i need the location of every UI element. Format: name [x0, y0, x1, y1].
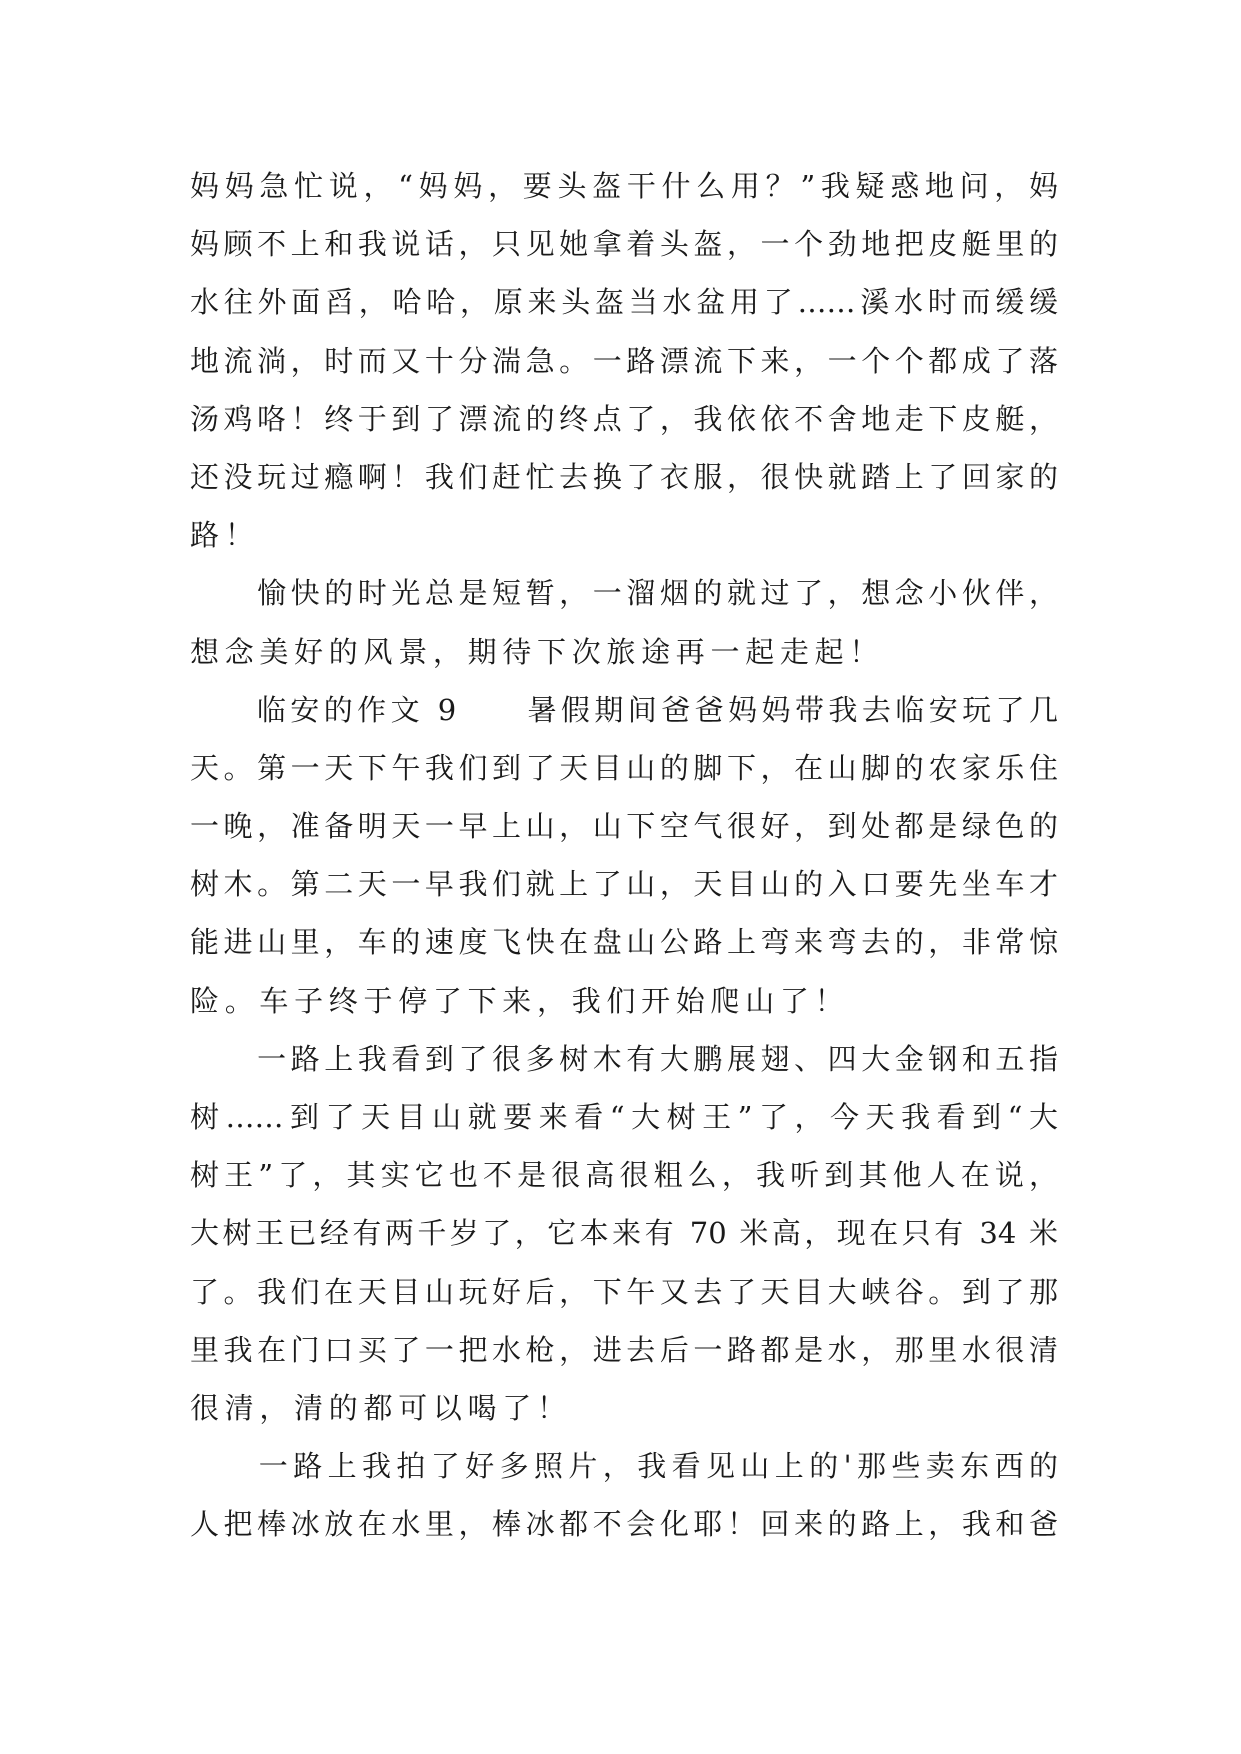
- text-line: 临安的作文 9 暑假期间爸爸妈妈带我去临安玩了几: [190, 692, 1058, 727]
- text-line: 能进山里，车的速度飞快在盘山公路上弯来弯去的，非常惊: [190, 925, 1058, 960]
- text-line: 树……到了天目山就要来看“大树王”了，今天我看到“大: [190, 1100, 1058, 1134]
- text-line: 人把棒冰放在水里，棒冰都不会化耶！回来的路上，我和爸: [190, 1507, 1058, 1542]
- text-line: 妈妈急忙说，“妈妈，要头盔干什么用？”我疑惑地问，妈: [190, 169, 1058, 203]
- text-line: 大树王已经有两千岁了，它本来有 70 米高，现在只有 34 米: [190, 1216, 1058, 1251]
- text-line: 愉快的时光总是短暂，一溜烟的就过了，想念小伙伴，: [190, 576, 1058, 611]
- text-line: 树木。第二天一早我们就上了山，天目山的入口要先坐车才: [190, 867, 1058, 902]
- text-line: 地流淌，时而又十分湍急。一路漂流下来，一个个都成了落: [190, 343, 1058, 378]
- text-line: 树王”了，其实它也不是很高很粗么，我听到其他人在说，: [190, 1158, 1058, 1193]
- text-line: 汤鸡咯！终于到了漂流的终点了，我依依不舍地走下皮艇，: [190, 401, 1058, 436]
- text-line: 险。车子终于停了下来，我们开始爬山了！: [190, 983, 850, 1018]
- text-line: 一晚，准备明天一早上山，山下空气很好，到处都是绿色的: [190, 809, 1058, 844]
- text-line: 路！: [190, 518, 260, 553]
- text-line: 很清，清的都可以喝了！: [190, 1390, 572, 1425]
- text-line: 水往外面舀，哈哈，原来头盔当水盆用了……溪水时而缓缓: [190, 285, 1058, 320]
- text-line: 妈顾不上和我说话，只见她拿着头盔，一个劲地把皮艇里的: [190, 227, 1058, 262]
- text-line: 还没玩过瘾啊！我们赶忙去换了衣服，很快就踏上了回家的: [190, 459, 1058, 494]
- text-line: 了。我们在天目山玩好后，下午又去了天目大峡谷。到了那: [190, 1274, 1058, 1309]
- text-line: 一路上我看到了很多树木有大鹏展翅、四大金钢和五指: [190, 1041, 1058, 1076]
- text-line: 里我在门口买了一把水枪，进去后一路都是水，那里水很清: [190, 1332, 1058, 1367]
- text-line: 天。第一天下午我们到了天目山的脚下，在山脚的农家乐住: [190, 750, 1058, 785]
- document-body: [190, 157, 1058, 1554]
- text-line: 想念美好的风景，期待下次旅途再一起走起！: [190, 634, 885, 669]
- text-line: 一路上我拍了好多照片，我看见山上的'那些卖东西的: [190, 1449, 1058, 1484]
